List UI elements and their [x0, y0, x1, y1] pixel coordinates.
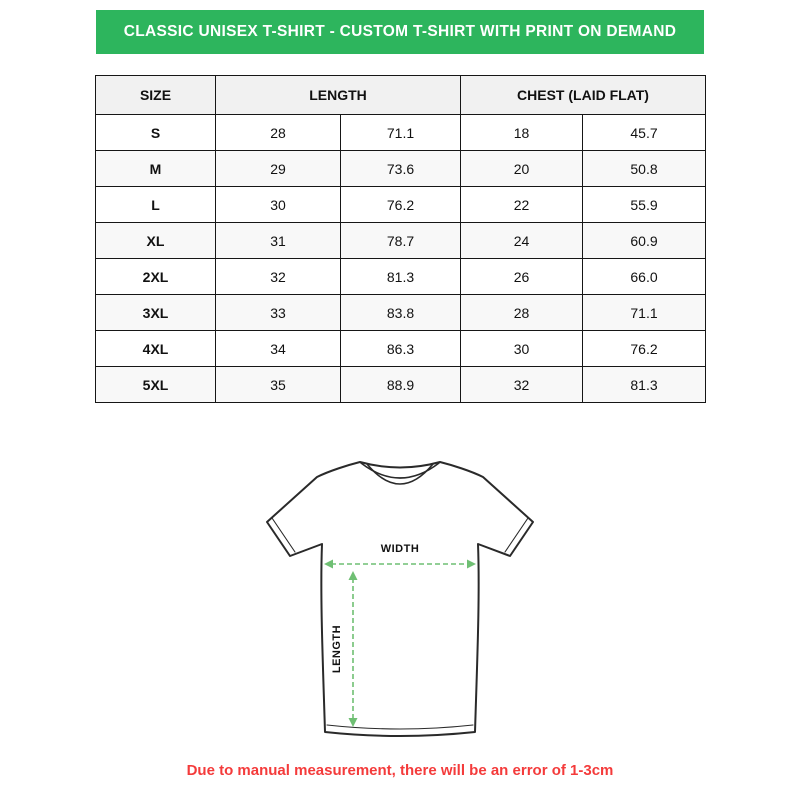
- length-cm-cell: 78.7: [341, 223, 461, 259]
- table-row: [96, 295, 706, 331]
- table-row: [96, 223, 706, 259]
- length-cm-cell: 73.6: [341, 151, 461, 187]
- chest-in-cell: 28: [461, 295, 583, 331]
- chest-cm-cell: 81.3: [583, 367, 706, 403]
- title-banner: [96, 10, 704, 54]
- length-in-cell: 33: [216, 295, 341, 331]
- measurement-note: Due to manual measurement, there will be an error of 1-3cm: [186, 762, 614, 779]
- length-cm-cell: 88.9: [341, 367, 461, 403]
- length-cm-cell: 71.1: [341, 115, 461, 151]
- tshirt-outline: [267, 462, 533, 736]
- size-cell: S: [96, 115, 216, 151]
- width-label: WIDTH: [380, 543, 420, 555]
- table-row: [96, 187, 706, 223]
- chest-cm-cell: 60.9: [583, 223, 706, 259]
- chest-in-cell: 26: [461, 259, 583, 295]
- chest-in-cell: 24: [461, 223, 583, 259]
- chest-cm-cell: 66.0: [583, 259, 706, 295]
- tshirt-diagram: [255, 446, 545, 746]
- length-in-cell: 35: [216, 367, 341, 403]
- length-in-cell: 31: [216, 223, 341, 259]
- page-title: CLASSIC UNISEX T-SHIRT - CUSTOM T-SHIRT WITH PRINT ON DEMAND: [123, 23, 677, 40]
- table-row: [96, 331, 706, 367]
- chest-in-cell: 32: [461, 367, 583, 403]
- chest-in-cell: 20: [461, 151, 583, 187]
- chest-in-cell: 30: [461, 331, 583, 367]
- size-cell: M: [96, 151, 216, 187]
- length-in-cell: 34: [216, 331, 341, 367]
- table-row: [96, 151, 706, 187]
- chest-cm-cell: 50.8: [583, 151, 706, 187]
- size-cell: XL: [96, 223, 216, 259]
- length-cm-cell: 76.2: [341, 187, 461, 223]
- table-row: [96, 115, 706, 151]
- length-in-cell: 29: [216, 151, 341, 187]
- size-cell: 5XL: [96, 367, 216, 403]
- size-cell: 4XL: [96, 331, 216, 367]
- size-cell: 3XL: [96, 295, 216, 331]
- chest-cm-cell: 55.9: [583, 187, 706, 223]
- chest-cm-cell: 71.1: [583, 295, 706, 331]
- chest-cm-cell: 76.2: [583, 331, 706, 367]
- length-in-cell: 28: [216, 115, 341, 151]
- size-table: [95, 75, 706, 403]
- tshirt-diagram-svg: [255, 446, 545, 746]
- table-header-row: [96, 76, 706, 115]
- length-cm-cell: 83.8: [341, 295, 461, 331]
- length-in-cell: 30: [216, 187, 341, 223]
- size-cell: L: [96, 187, 216, 223]
- col-header-size: SIZE: [96, 76, 216, 115]
- chest-in-cell: 22: [461, 187, 583, 223]
- chest-cm-cell: 45.7: [583, 115, 706, 151]
- table-row: [96, 259, 706, 295]
- size-cell: 2XL: [96, 259, 216, 295]
- length-in-cell: 32: [216, 259, 341, 295]
- chest-in-cell: 18: [461, 115, 583, 151]
- col-header-length: LENGTH: [216, 76, 461, 115]
- length-cm-cell: 81.3: [341, 259, 461, 295]
- length-cm-cell: 86.3: [341, 331, 461, 367]
- col-header-chest: CHEST (LAID FLAT): [461, 76, 706, 115]
- table-row: [96, 367, 706, 403]
- length-label: LENGTH: [331, 624, 343, 674]
